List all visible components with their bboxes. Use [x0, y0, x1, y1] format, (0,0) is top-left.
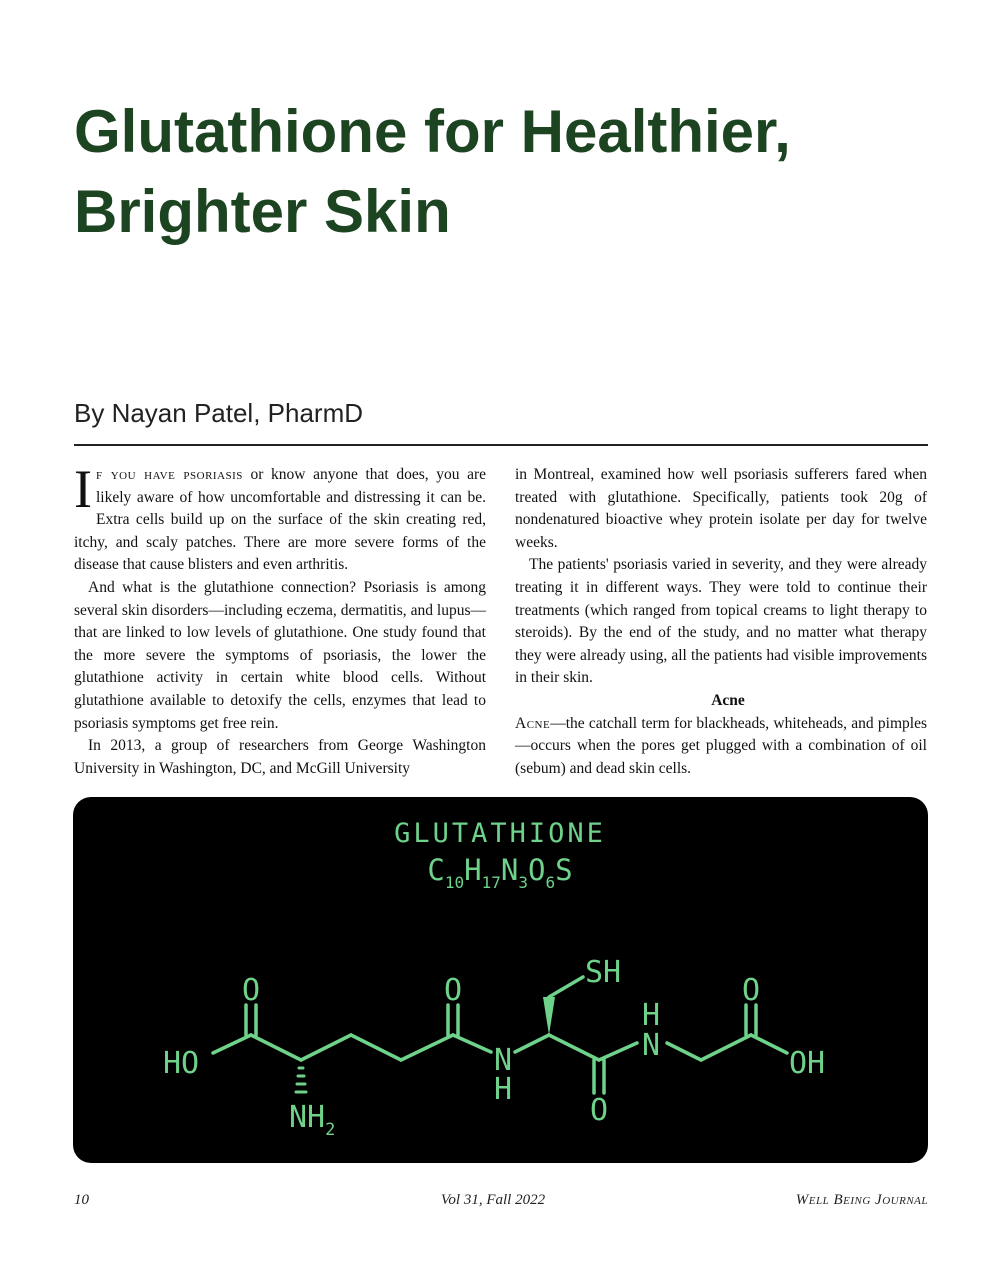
wedge-bond — [543, 997, 555, 1035]
bond-n1-c6 — [515, 1035, 549, 1052]
bond-c5-n1 — [453, 1035, 491, 1052]
acne-text: —the catchall term for blackheads, whiteheads, and pimples—occurs when the pores get plugged with a combination of oil (sebum) and dead skin cells. — [515, 714, 927, 777]
bond-c1-c2 — [251, 1035, 301, 1060]
formula-h-sub: 17 — [481, 873, 501, 892]
bond-c3-c4 — [351, 1035, 401, 1060]
bond-ch2-sh — [549, 977, 583, 997]
atom-o1: O — [241, 973, 261, 1008]
formula-o: O — [528, 853, 546, 887]
bond-c6-c7 — [549, 1035, 599, 1060]
atom-nh2 — [289, 1100, 335, 1140]
formula-n: N — [500, 853, 519, 887]
dropcap: I — [74, 459, 92, 519]
left-column — [74, 459, 486, 780]
right-column — [515, 464, 927, 780]
paragraph-connection: And what is the glutathione connection? Psoriasis is among several skin disorders—including eczema, dermatitis, and lupus—that are linked to low levels of glutathione. One study found that the more severe the symptoms of psoriasis, the lower the glutathione activity in certain white blood cells. Without glutathione available to detoxify the cells, enzymes that lead to psoriasis symptoms get free rein. — [74, 578, 486, 732]
figure-heading: GLUTATHIONE — [394, 818, 606, 849]
chemical-formula — [427, 853, 572, 892]
paragraph-results: The patients' psoriasis varied in severity, and they were already treating it in different ways. They were told to continue their treatments (which ranged from topical creams to light therapy to steroids). By the end of the study, and no matter what therapy they were already using, all the patients had visible improvements in their skin. — [515, 556, 927, 687]
byline-divider — [74, 444, 928, 446]
atom-nh: NH — [289, 1100, 326, 1135]
atom-sh: SH — [585, 955, 622, 990]
atom-o2: O — [443, 973, 463, 1008]
title-line-1: Glutathione for Healthier, — [74, 98, 791, 165]
issue-info: Vol 31, Fall 2022 — [440, 1192, 546, 1208]
atom-n2: N — [641, 1028, 661, 1063]
bond-n2-c8 — [667, 1043, 701, 1060]
glutathione-figure — [73, 797, 928, 1163]
formula-c-sub: 10 — [444, 873, 465, 892]
paragraph-montreal: in Montreal, examined how well psoriasis sufferers fared when treated with glutathione. Specifically, patients took 20g of nondenatured bioactive whey protein isolate per day for twelve weeks. — [515, 466, 927, 551]
acne-smallcaps: Acne — [515, 714, 551, 732]
hash-bond — [296, 1068, 306, 1092]
formula-c: C — [427, 853, 445, 887]
atom-h1: H — [493, 1072, 513, 1107]
paragraph-intro — [74, 459, 486, 577]
atom-h2: H — [641, 998, 661, 1033]
formula-h: H — [464, 853, 482, 887]
paragraph-acne — [515, 713, 927, 781]
intro-text: or know anyone that does, you are likely aware of how uncomfortable and distressing it can be. Extra cells build up on the surface of the skin creating red, itchy, and scaly patches. There are more severe forms of the disease that cause blisters and even arthritis. — [74, 466, 486, 574]
atom-nh2-sub: 2 — [325, 1120, 336, 1140]
paragraph-study: In 2013, a group of researchers from George Washington University in Washington, DC, and McGill University — [74, 737, 486, 777]
bond-c2-c3 — [301, 1035, 351, 1060]
lead-smallcaps: f you have psoriasis — [95, 466, 243, 483]
formula-o-sub: 6 — [545, 873, 556, 892]
bond-c4-c5 — [401, 1035, 453, 1060]
article-title — [74, 92, 934, 252]
atom-o4: O — [741, 973, 761, 1008]
atom-n1: N — [493, 1043, 513, 1078]
atom-oh: OH — [789, 1046, 826, 1081]
title-line-2: Brighter Skin — [74, 178, 451, 245]
figure-labels — [394, 818, 606, 892]
byline: By Nayan Patel, PharmD — [74, 398, 364, 428]
atom-o3: O — [589, 1093, 609, 1128]
bond-c7-n2 — [599, 1043, 637, 1060]
journal-name: Well Being Journal — [795, 1192, 928, 1208]
section-heading-acne: Acne — [711, 691, 745, 709]
formula-s: S — [555, 853, 573, 887]
bond-ho-c1 — [213, 1035, 251, 1053]
formula-n-sub: 3 — [518, 873, 528, 892]
bond-c9-oh — [751, 1035, 787, 1053]
glutathione-structure — [73, 797, 928, 1163]
page-number: 10 — [74, 1192, 89, 1208]
bond-c8-c9 — [701, 1035, 751, 1060]
atom-ho: HO — [163, 1046, 200, 1081]
